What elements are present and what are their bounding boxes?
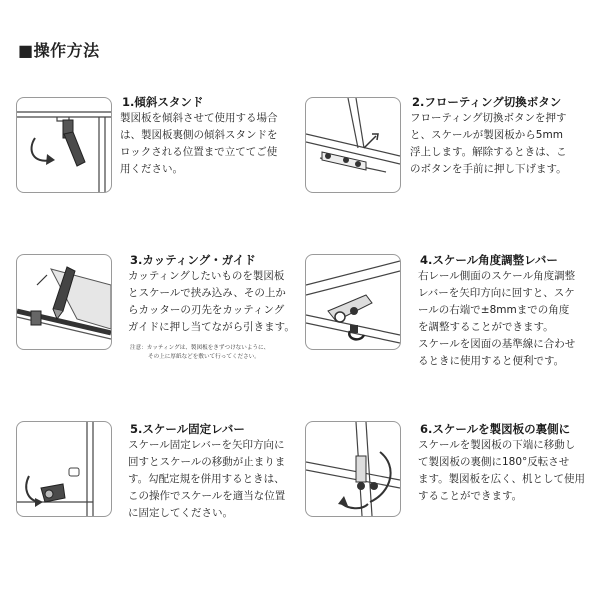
section-3-body: カッティングしたいものを製図板 とスケールで挟み込み、その上か らカッターの刃先をカッティング ガイドに押し当てながら引きます。 [128,270,295,333]
cutting-guide-illustration [16,254,112,350]
section-1-heading: 1.傾斜スタンド [122,95,204,109]
section-6-heading: 6.スケールを製図板の裏側に [420,422,571,436]
floating-button-illustration [305,97,401,193]
section-4-body: 右レール側面のスケール角度調整 レバーを矢印方向に回すと、スケ ールの右端で±8mmまでの角度 を調整することができます。 スケールを図面の基準線に合わせ るときに使用すると便利です。 [418,270,576,367]
section-4-heading: 4.スケール角度調整レバー [420,253,558,267]
angle-lever-illustration [305,254,401,350]
section-2-body: フローティング切換ボタンを押す と、スケールが製図板から5mm 浮上します。解除するときは、こ のボタンを手前に押し下げます。 [410,112,567,175]
tilt-stand-illustration [16,97,112,193]
section-3-note: 注意：カッティングは、製図板をきずつけないように、 その上に厚紙などを敷いて行ってください。 [130,345,270,360]
section-5-body: スケール固定レバーを矢印方向に 回すとスケールの移動が止まりま す。勾配定規を併用するときは、 この操作でスケールを適当な位置 に固定してください。 [128,439,286,519]
lock-lever-illustration [16,421,112,517]
flip-scale-illustration [305,421,401,517]
section-2-heading: 2.フローティング切換ボタン [412,95,562,109]
section-6-body: スケールを製図板の下端に移動し て製図板の裏側に180°反転させ ます。製図板を広く、机として使用 することができます。 [418,439,585,502]
section-5-heading: 5.スケール固定レバー [130,422,245,436]
section-1-body: 製図板を傾斜させて使用する場合 は、製図板裏側の傾斜スタンドを ロックされる位置まで立ててご使 用ください。 [120,112,278,175]
section-3-heading: 3.カッティング・ガイド [130,253,256,267]
page-title: ■操作方法 [18,41,100,60]
